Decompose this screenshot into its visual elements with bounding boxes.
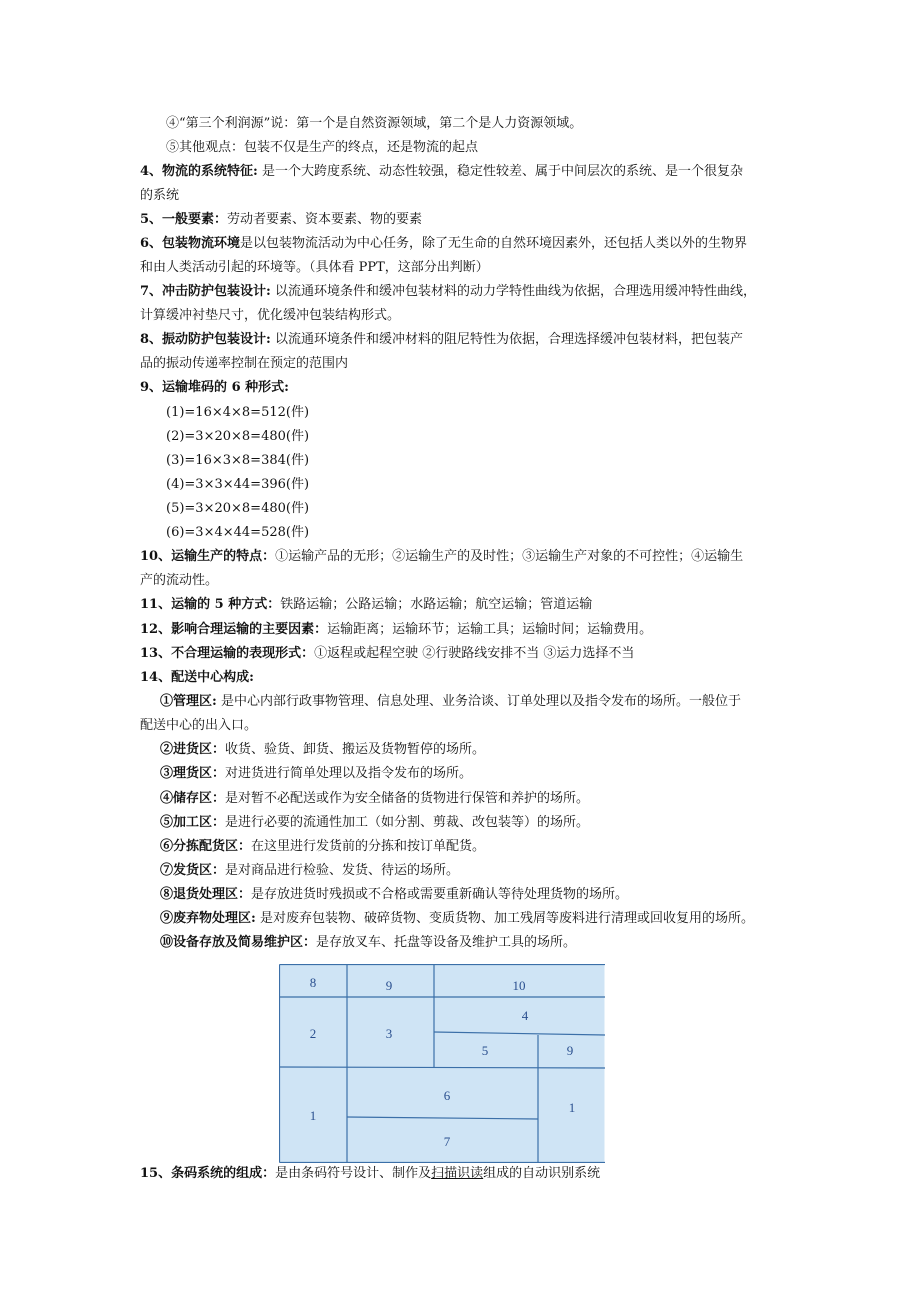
paragraph-line: 10、运输生产的特点：①运输产品的无形；②运输生产的及时性；③运输生产对象的不可控性；④运输生 (140, 549, 744, 564)
list-item: (1)=16×4×8=512(件) (166, 405, 310, 420)
section-heading: 14、配送中心构成: (140, 670, 254, 685)
zone-label: 5 (481, 1043, 489, 1058)
paragraph-line: 8、振动防护包装设计: 以流通环境条件和缓冲材料的阻尼特性为依据，合理选择缓冲包装材料，把包装产 (140, 332, 743, 347)
paragraph-line: 配送中心的出入口。 (140, 718, 258, 733)
zone-label: 8 (309, 975, 317, 990)
paragraph-line: 5、一般要素：劳动者要素、资本要素、物的要素 (140, 212, 423, 227)
list-item: ⑥分拣配货区：在这里进行发货前的分拣和按订单配货。 (160, 839, 486, 854)
paragraph-line: 13、不合理运输的表现形式：①返程或起程空驶 ②行驶路线安排不当 ③运力选择不当 (140, 646, 635, 661)
zone-label: 6 (443, 1088, 451, 1103)
list-item: (2)=3×20×8=480(件) (166, 429, 310, 444)
paragraph-line: 4、物流的系统特征: 是一个大跨度系统、动态性较强，稳定性较差、属于中间层次的系统、是一个很复杂 (140, 164, 743, 179)
zone-label: 1 (568, 1100, 576, 1115)
list-item: ⑤加工区：是进行必要的流通性加工（如分割、剪裁、改包装等）的场所。 (160, 815, 590, 830)
zone-label: 2 (309, 1026, 317, 1041)
list-item: ⑩设备存放及简易维护区：是存放叉车、托盘等设备及维护工具的场所。 (160, 935, 577, 950)
paragraph-line: 6、包装物流环境是以包装物流活动为中心任务，除了无生命的自然环境因素外，还包括人类以外的生物界 (140, 236, 748, 251)
paragraph-line: 15、条码系统的组成：是由条码符号设计、制作及扫描识读组成的自动识别系统 (140, 1166, 601, 1181)
zone-label: 10 (512, 978, 526, 993)
paragraph-line: 品的振动传递率控制在预定的范围内 (140, 356, 349, 371)
list-item: ④储存区：是对暂不必配送或作为安全储备的货物进行保管和养护的场所。 (160, 791, 590, 806)
list-item: ⑦发货区：是对商品进行检验、发货、待运的场所。 (160, 863, 460, 878)
list-item: ⑨废弃物处理区: 是对废弃包装物、破碎货物、变质货物、加工残屑等废料进行清理或回收复用的场所。 (160, 911, 754, 926)
list-item: (3)=16×3×8=384(件) (166, 453, 310, 468)
paragraph-line: 7、冲击防护包装设计: 以流通环境条件和缓冲包装材料的动力学特性曲线为依据，合理选用缓冲特性曲线， (140, 284, 756, 299)
underlined-term: 扫描识读 (431, 1166, 484, 1181)
list-item: ②进货区：收货、验货、卸货、搬运及货物暂停的场所。 (160, 742, 486, 757)
list-item: ③理货区：对进货进行简单处理以及指令发布的场所。 (160, 766, 473, 781)
paragraph-line: 11、运输的 5 种方式：铁路运输；公路运输；水路运输；航空运输；管道运输 (140, 597, 593, 612)
paragraph-line: 产的流动性。 (140, 573, 219, 588)
list-item: (4)=3×3×44=396(件) (166, 477, 310, 492)
section-heading: 9、运输堆码的 6 种形式: (140, 380, 289, 395)
zone-label: 9 (566, 1043, 574, 1058)
zone-label: 1 (309, 1108, 317, 1123)
paragraph-line: 和由人类活动引起的环境等。（具体看 PPT，这部分出判断） (140, 260, 489, 275)
list-item: (5)=3×20×8=480(件) (166, 501, 310, 516)
paragraph-line: ⑤其他观点：包装不仅是生产的终点，还是物流的起点 (166, 140, 479, 155)
list-item: ⑧退货处理区：是存放进货时残损或不合格或需要重新确认等待处理货物的场所。 (160, 887, 629, 902)
paragraph-line: ④“第三个利润源”说：第一个是自然资源领域，第二个是人力资源领域。 (166, 116, 583, 131)
list-item: (6)=3×4×44=528(件) (166, 525, 310, 540)
zone-label: 7 (443, 1134, 451, 1149)
paragraph-line: 计算缓冲衬垫尺寸，优化缓冲包装结构形式。 (140, 308, 401, 323)
zone-label: 4 (521, 1008, 529, 1023)
distribution-center-layout-diagram (279, 964, 605, 1163)
paragraph-line: 12、影响合理运输的主要因素：运输距离；运输环节；运输工具；运输时间；运输费用。 (140, 622, 653, 637)
list-item: ①管理区: 是中心内部行政事物管理、信息处理、业务洽谈、订单处理以及指令发布的场所。一般位于 (160, 694, 741, 709)
paragraph-line: 的系统 (140, 188, 180, 203)
zone-label: 9 (385, 978, 393, 993)
zone-label: 3 (385, 1026, 393, 1041)
